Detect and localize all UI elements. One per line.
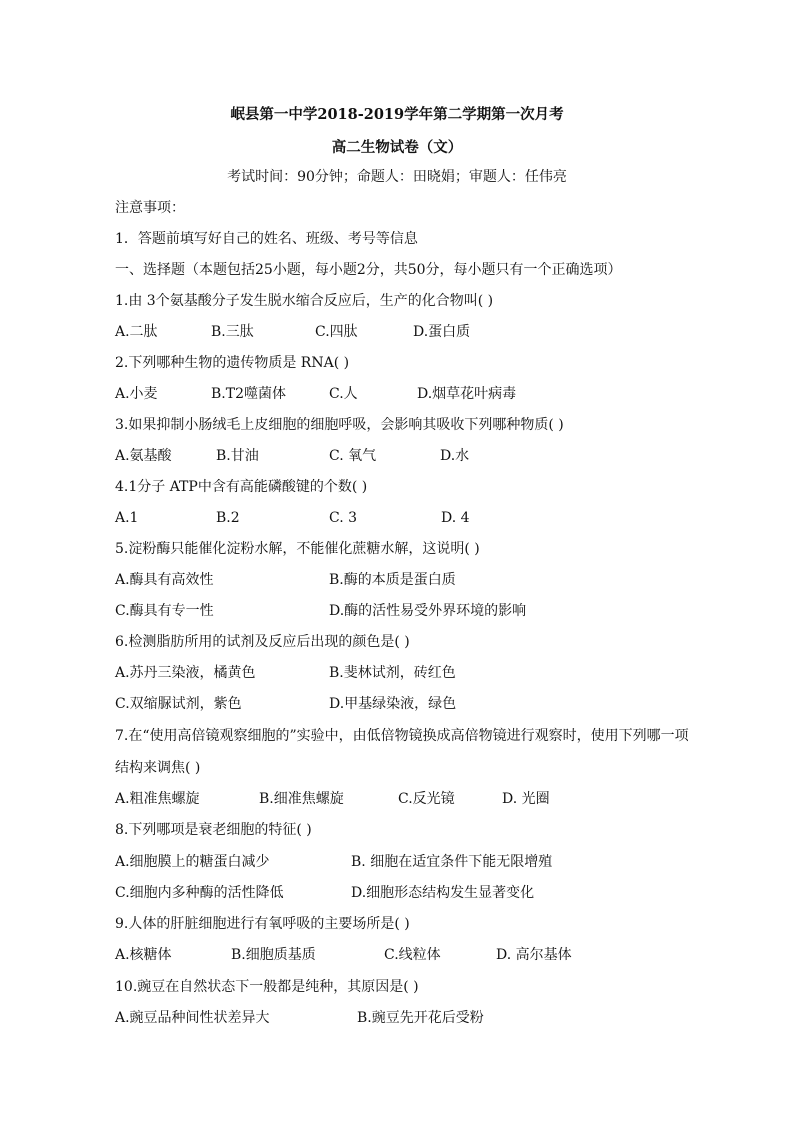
question-6-stem: 6.检测脂肪所用的试剂及反应后出现的颜色是( ): [115, 634, 410, 650]
q2-option-d: D.烟草花叶病毒: [417, 386, 517, 402]
q2-option-c: C.人: [329, 386, 358, 402]
question-7-stem: 7.在“使用高倍镜观察细胞的”实验中，由低倍物镜换成高倍物镜进行观察时，使用下列哪一项: [115, 728, 689, 744]
exam-subtitle: 高二生物试卷（文）: [331, 139, 463, 156]
q8-option-d: D.细胞形态结构发生显著变化: [351, 885, 535, 901]
q6-option-d: D.甲基绿染液，绿色: [329, 696, 457, 712]
q7-option-d: D. 光圈: [502, 791, 550, 807]
q3-option-c: C. 氧气: [329, 448, 377, 464]
question-9-stem: 9.人体的肝脏细胞进行有氧呼吸的主要场所是( ): [115, 916, 410, 932]
q2-option-a: A.小麦: [115, 386, 158, 402]
question-2-stem: 2.下列哪种生物的遗传物质是 RNA( ): [115, 355, 350, 371]
q9-option-a: A.核糖体: [115, 947, 172, 963]
question-8-stem: 8.下列哪项是衰老细胞的特征( ): [115, 822, 312, 838]
q8-option-a: A.细胞膜上的糖蛋白减少: [115, 854, 270, 870]
q4-option-a: A.1: [115, 510, 139, 526]
q3-option-d: D.水: [440, 448, 470, 464]
notes-heading: 注意事项：: [115, 200, 185, 216]
q1-option-a: A.二肽: [115, 324, 158, 340]
q1-option-d: D.蛋白质: [413, 324, 471, 340]
q5-option-c: C.酶具有专一性: [115, 603, 214, 619]
q6-option-a: A.苏丹三染液，橘黄色: [115, 665, 256, 681]
q3-option-b: B.甘油: [216, 448, 259, 464]
q3-option-a: A.氨基酸: [115, 448, 172, 464]
exam-meta: 考试时间：90分钟；命题人：田晓娟；审题人：任伟亮: [227, 169, 567, 185]
q10-option-a: A.豌豆品种间性状差异大: [115, 1010, 270, 1026]
q5-option-a: A.酶具有高效性: [115, 572, 214, 588]
q2-option-b: B.T2噬菌体: [211, 386, 286, 402]
question-7-stem-cont: 结构来调焦( ): [115, 760, 201, 776]
question-5-stem: 5.淀粉酶只能催化淀粉水解，不能催化蔗糖水解，这说明( ): [115, 541, 480, 557]
question-10-stem: 10.豌豆在自然状态下一般都是纯种，其原因是( ): [115, 979, 419, 995]
q7-option-b: B.细准焦螺旋: [259, 791, 344, 807]
q1-option-c: C.四肽: [315, 324, 358, 340]
q5-option-b: B.酶的本质是蛋白质: [329, 572, 456, 588]
q9-option-d: D. 高尔基体: [496, 947, 572, 963]
q10-option-b: B.豌豆先开花后受粉: [357, 1010, 484, 1026]
q7-option-c: C.反光镜: [398, 791, 455, 807]
q8-option-b: B. 细胞在适宜条件下能无限增殖: [351, 854, 553, 870]
q9-option-b: B.细胞质基质: [231, 947, 316, 963]
q4-option-c: C. 3: [329, 510, 358, 526]
q5-option-d: D.酶的活性易受外界环境的影响: [329, 603, 527, 619]
section-heading: 一、选择题（本题包括25小题，每小题2分，共50分，每小题只有一个正确选项）: [115, 262, 622, 278]
q6-option-c: C.双缩脲试剂，紫色: [115, 696, 242, 712]
q8-option-c: C.细胞内多种酶的活性降低: [115, 885, 284, 901]
q7-option-a: A.粗准焦螺旋: [115, 791, 200, 807]
notes-item-1: 1．答题前填写好自己的姓名、班级、考号等信息: [115, 231, 418, 247]
q4-option-d: D. 4: [441, 510, 470, 526]
q1-option-b: B.三肽: [211, 324, 254, 340]
question-4-stem: 4.1分子 ATP中含有高能磷酸键的个数( ): [115, 479, 368, 495]
q9-option-c: C.线粒体: [384, 947, 441, 963]
exam-title: 岷县第一中学2018-2019学年第二学期第一次月考: [230, 106, 564, 123]
question-3-stem: 3.如果抑制小肠绒毛上皮细胞的细胞呼吸，会影响其吸收下列哪种物质( ): [115, 417, 564, 433]
q6-option-b: B.斐林试剂，砖红色: [329, 665, 456, 681]
question-1-stem: 1.由 3个氨基酸分子发生脱水缩合反应后，生产的化合物叫( ): [115, 293, 494, 309]
q4-option-b: B.2: [216, 510, 240, 526]
